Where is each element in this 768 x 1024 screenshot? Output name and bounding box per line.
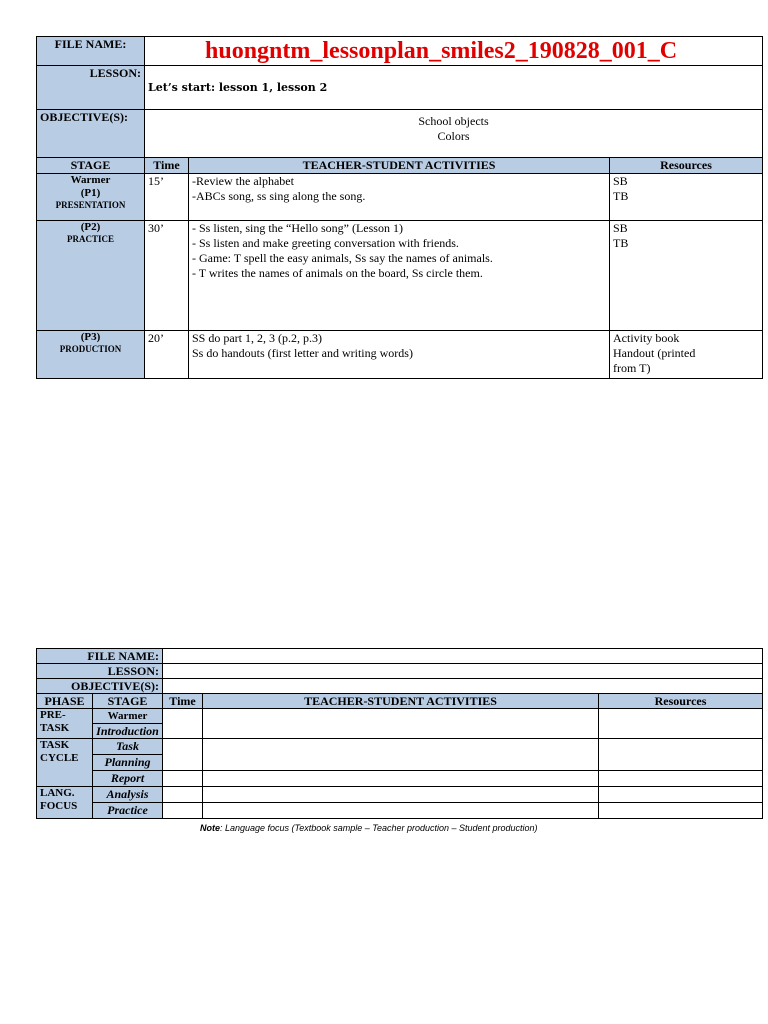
activity-line: - T writes the names of animals on the board, Ss circle them. bbox=[192, 266, 483, 280]
resource-line: from T) bbox=[613, 361, 651, 375]
stage-code: (P2) bbox=[80, 221, 101, 233]
activity-line: - Game: T spell the easy animals, Ss say the names of animals. bbox=[192, 251, 493, 265]
table-row bbox=[37, 331, 763, 379]
template-lesson-value bbox=[163, 664, 763, 679]
lesson-value: Let’s start: lesson 1, lesson 2 bbox=[148, 81, 328, 94]
resources-header: Resources bbox=[610, 158, 763, 174]
activity-line: - Ss listen, sing the “Hello song” (Lesson 1) bbox=[192, 221, 403, 235]
table-row bbox=[37, 221, 763, 331]
stage-introduction: Introduction bbox=[93, 724, 163, 739]
template-activities-header: TEACHER-STUDENT ACTIVITIES bbox=[203, 694, 599, 709]
resource-line: SB bbox=[613, 221, 628, 235]
stage-planning: Planning bbox=[93, 755, 163, 771]
activity-line: -ABCs song, ss sing along the song. bbox=[192, 189, 366, 203]
activity-line: SS do part 1, 2, 3 (p.2, p.3) bbox=[192, 331, 322, 345]
stage-code: (P1) bbox=[80, 187, 101, 199]
time-header: Time bbox=[145, 158, 189, 174]
resource-line: TB bbox=[613, 189, 629, 203]
objective-label: OBJECTIVE(S): bbox=[37, 110, 145, 158]
stage-report: Report bbox=[93, 771, 163, 787]
template-stage-header: STAGE bbox=[93, 694, 163, 709]
file-name-label: FILE NAME: bbox=[37, 37, 145, 66]
activity-line: - Ss listen and make greeting conversation with friends. bbox=[192, 236, 459, 250]
time-cell: 15’ bbox=[145, 174, 189, 221]
resource-line: Handout (printed bbox=[613, 346, 696, 360]
table-row bbox=[37, 174, 763, 221]
template-time-header: Time bbox=[163, 694, 203, 709]
template-file-name-value bbox=[163, 649, 763, 664]
resource-line: Activity book bbox=[613, 331, 680, 345]
lesson-plan-table bbox=[36, 36, 763, 379]
activities-header: TEACHER-STUDENT ACTIVITIES bbox=[189, 158, 610, 174]
lesson-plan-template-table bbox=[36, 648, 763, 819]
template-resources-header: Resources bbox=[599, 694, 763, 709]
phase-lang-focus: LANG. FOCUS bbox=[37, 787, 93, 819]
phase-header: PHASE bbox=[37, 694, 93, 709]
objective-item: School objects bbox=[418, 114, 489, 128]
stage-name: PRACTICE bbox=[66, 234, 114, 244]
stage-name: PRESENTATION bbox=[55, 200, 126, 210]
activity-line: -Review the alphabet bbox=[192, 174, 294, 188]
file-name-value: huongntm_lessonplan_smiles2_190828_001_C bbox=[145, 37, 763, 66]
phase-task-cycle: TASK CYCLE bbox=[37, 739, 93, 787]
stage-name: PRODUCTION bbox=[59, 344, 122, 354]
stage-code: (P3) bbox=[80, 331, 101, 343]
time-cell: 30’ bbox=[145, 221, 189, 331]
template-lesson-label: LESSON: bbox=[37, 664, 163, 679]
note-label: Note bbox=[200, 823, 220, 833]
resource-line: SB bbox=[613, 174, 628, 188]
resource-line: TB bbox=[613, 236, 629, 250]
template-note bbox=[200, 823, 538, 833]
template-file-name-label: FILE NAME: bbox=[37, 649, 163, 664]
phase-pre-task: PRE-TASK bbox=[37, 709, 93, 739]
activity-line: Ss do handouts (first letter and writing words) bbox=[192, 346, 413, 360]
stage-practice: Practice bbox=[93, 803, 163, 819]
stage-analysis: Analysis bbox=[93, 787, 163, 803]
stage-task: Task bbox=[93, 739, 163, 755]
template-objective-value bbox=[163, 679, 763, 694]
note-text: : Language focus (Textbook sample – Teacher production – Student production) bbox=[220, 823, 538, 833]
objective-item: Colors bbox=[437, 129, 470, 143]
stage-top: Warmer bbox=[70, 174, 111, 186]
template-objective-label: OBJECTIVE(S): bbox=[37, 679, 163, 694]
lesson-label: LESSON: bbox=[37, 66, 145, 110]
stage-header: STAGE bbox=[37, 158, 145, 174]
stage-warmer: Warmer bbox=[93, 709, 163, 724]
time-cell: 20’ bbox=[145, 331, 189, 379]
